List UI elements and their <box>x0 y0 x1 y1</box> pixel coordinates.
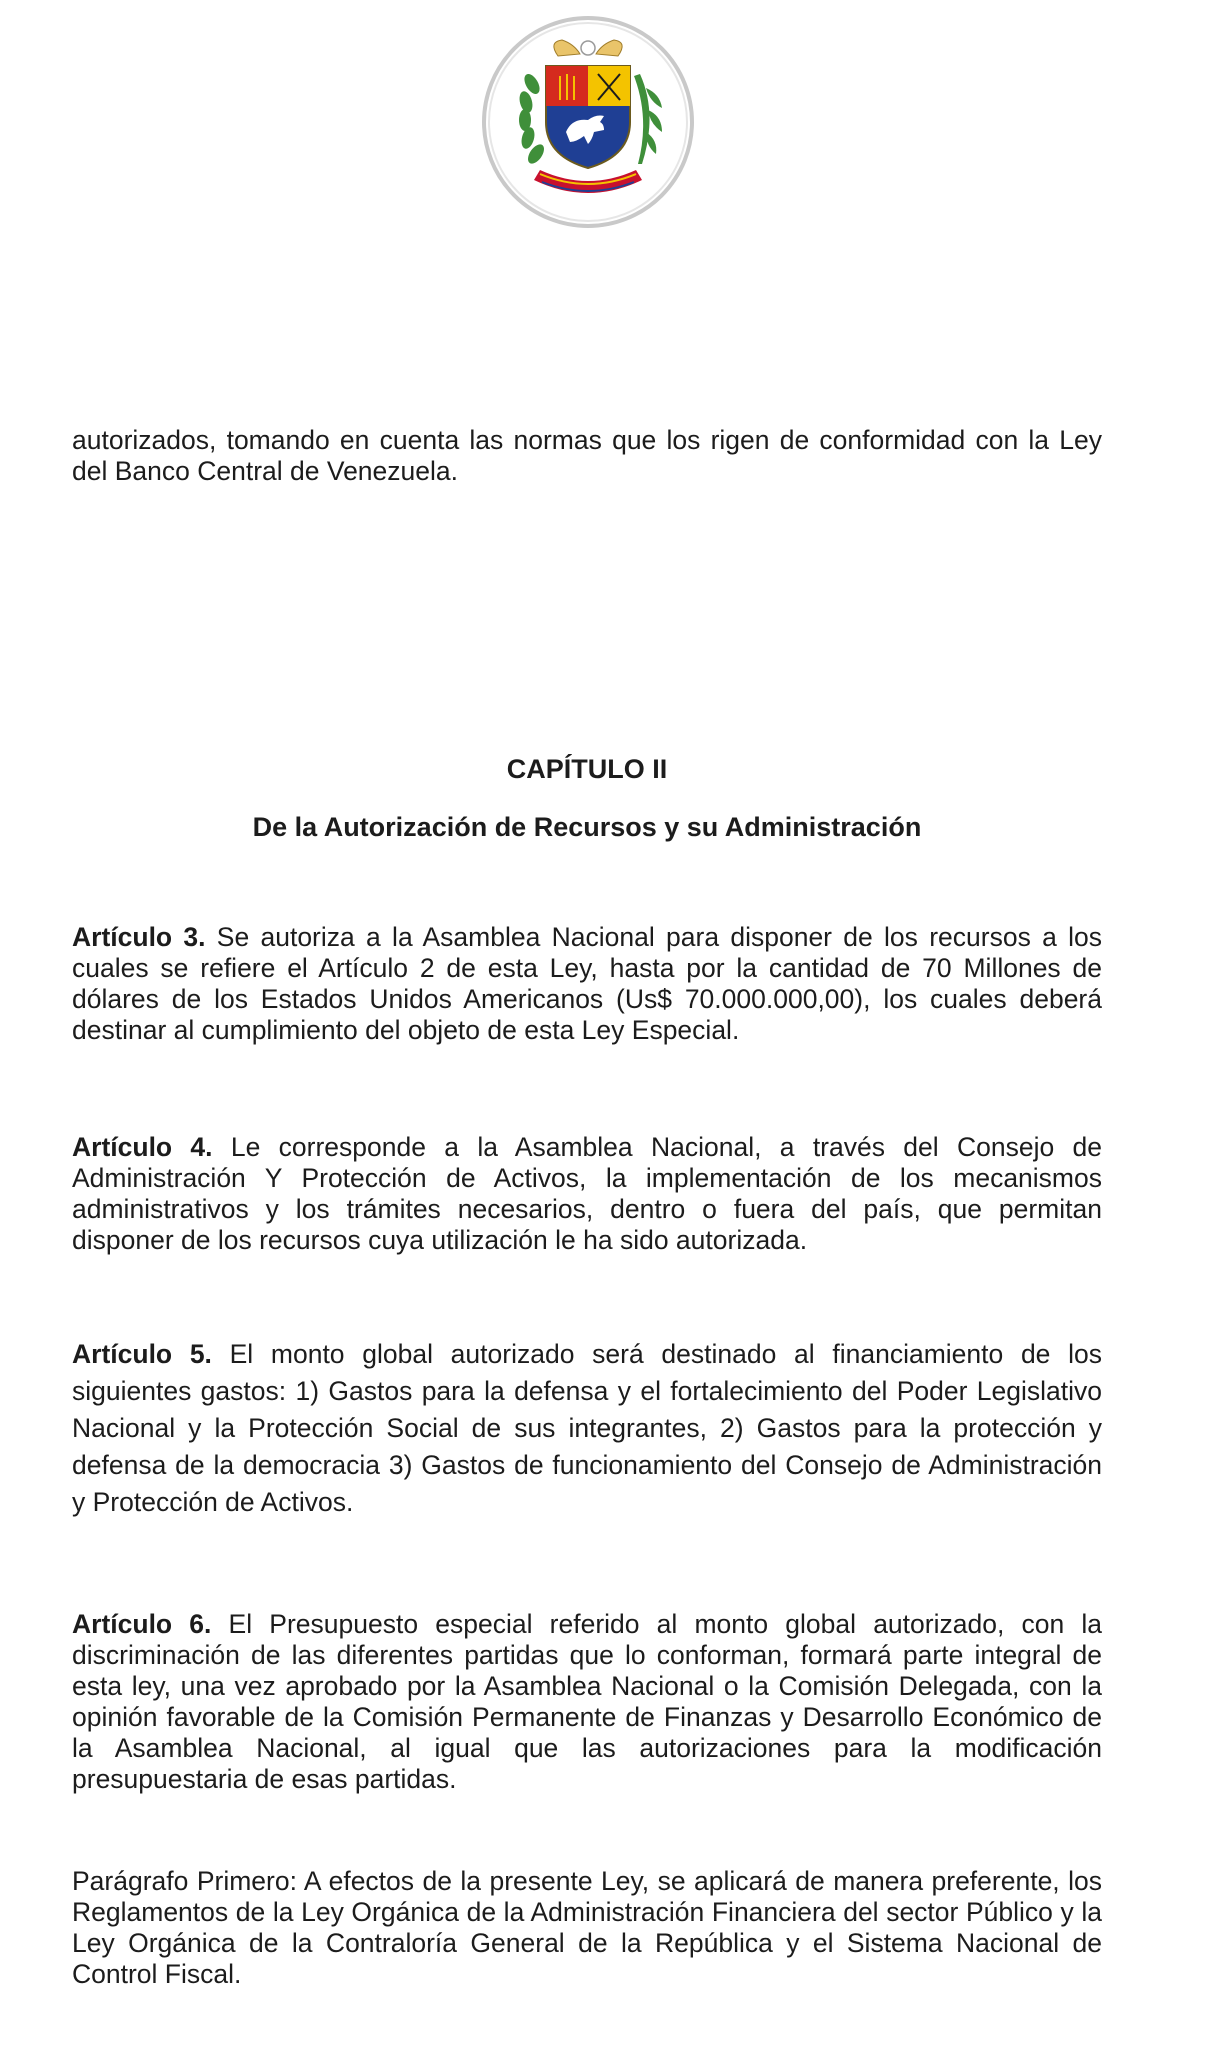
article-text: Se autoriza a la Asamblea Nacional para disponer de los recursos a los cuales se refiere el Artículo 2 de esta Ley, hasta por la cantidad de 70 Millones de dólares de los Estados Unidos Americanos (Us$ 70.000.000,00), los cuales deberá destinar al cumplimiento del objeto de esta Ley Especial. <box>72 922 1102 1045</box>
intro-paragraph: autorizados, tomando en cuenta las normas que los rigen de conformidad con la Ley del Banco Central de Venezuela. <box>72 425 1102 486</box>
article-3 <box>72 922 1102 1046</box>
article-label: Artículo 3. <box>72 922 206 952</box>
chapter-title: CAPÍTULO II <box>506 754 668 784</box>
article-text: El monto global autorizado será destinado al financiamiento de los siguientes gastos: 1) Gastos para la defensa y el fortalecimiento del Poder Legislativo Nacional y la Protección Social de sus integrantes, 2) Gastos para la protección y defensa de la democracia 3) Gastos de funcionamiento del Consejo de Administración y Protección de Activos. <box>72 1339 1102 1517</box>
article-6 <box>72 1609 1102 1795</box>
article-4 <box>72 1132 1102 1256</box>
coat-of-arms-seal <box>480 14 696 230</box>
article-label: Artículo 4. <box>72 1132 213 1162</box>
article-text: El Presupuesto especial referido al monto global autorizado, con la discriminación de las diferentes partidas que lo conforman, formará parte integral de esta ley, una vez aprobado por la Asamblea Nacional o la Comisión Delegada, con la opinión favorable de la Comisión Permanente de Finanzas y Desarrollo Económico de la Asamblea Nacional, al igual que las autorizaciones para la modificación presupuestaria de esas partidas. <box>72 1609 1103 1794</box>
article-label: Artículo 5. <box>72 1339 212 1369</box>
chapter-subtitle: De la Autorización de Recursos y su Administración <box>252 812 922 842</box>
coat-of-arms-icon <box>480 14 696 230</box>
article-label: Artículo 6. <box>72 1609 212 1639</box>
article-5 <box>72 1336 1102 1521</box>
article-text: Le corresponde a la Asamblea Nacional, a través del Consejo de Administración Y Protección de Activos, la implementación de los mecanismos administrativos y los trámites necesarios, dentro o fuera del país, que permitan disponer de los recursos cuya utilización le ha sido autorizada. <box>72 1132 1102 1255</box>
paragraph-first: Parágrafo Primero: A efectos de la presente Ley, se aplicará de manera preferente, los Reglamentos de la Ley Orgánica de la Administración Financiera del sector Público y la Ley Orgánica de la Contraloría General de la República y el Sistema Nacional de Control Fiscal. <box>72 1866 1102 1989</box>
